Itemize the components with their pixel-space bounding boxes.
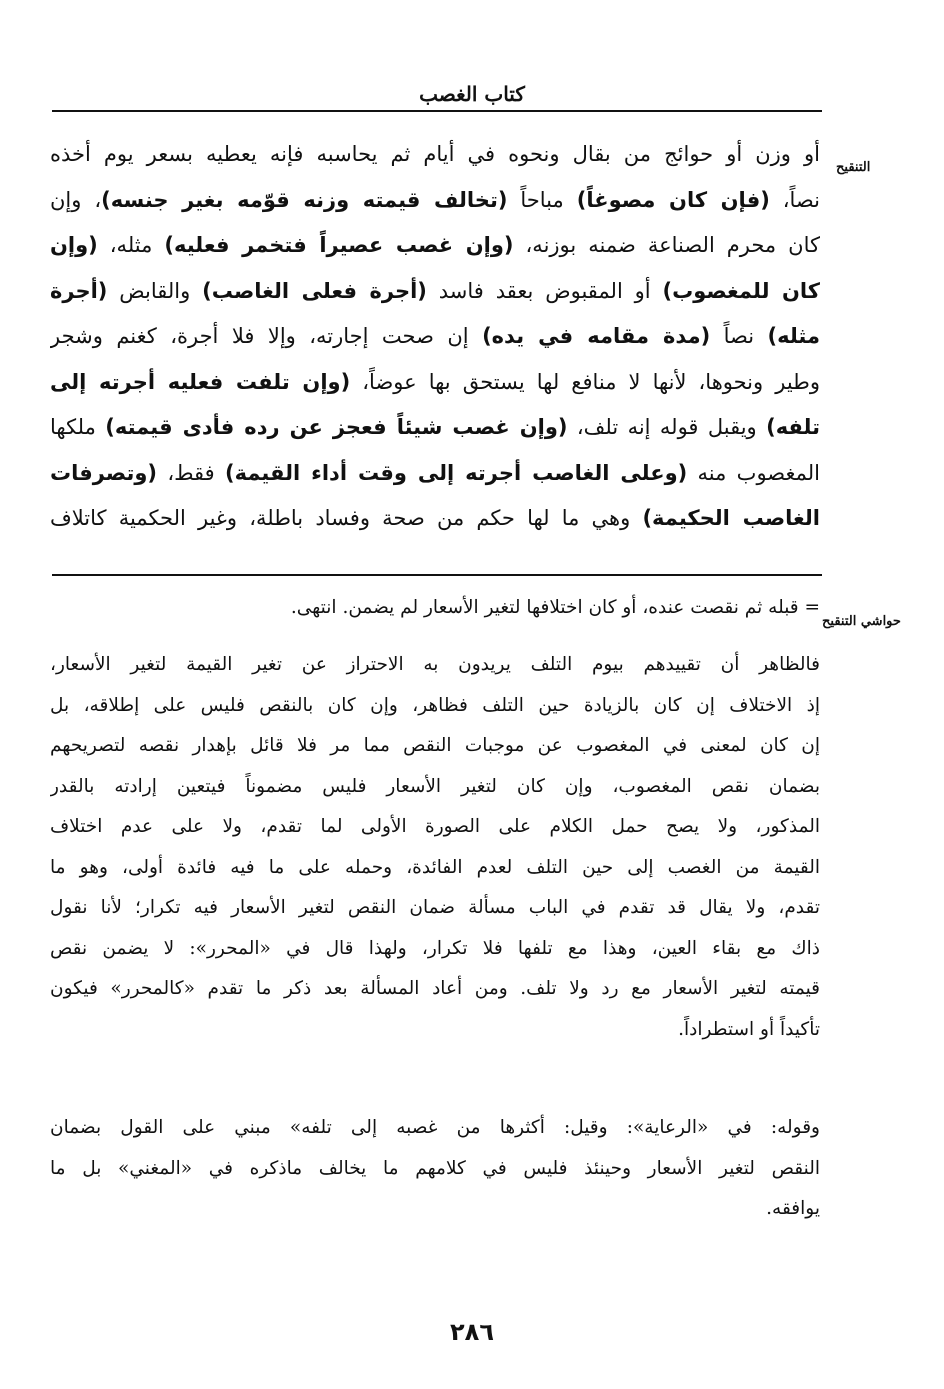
main-text bbox=[50, 132, 820, 542]
text-run: مباحاً bbox=[507, 187, 577, 212]
text-run: أو المقبوض بعقد فاسد bbox=[426, 278, 663, 303]
main-text-line bbox=[50, 360, 820, 406]
text-run: كان محرم الصناعة ضمنه بوزنه، bbox=[513, 233, 820, 257]
text-run: ، وإن bbox=[50, 187, 102, 212]
footnote-line: ذاك مع بقاء العين، وهذا مع تلفها فلا تكرار، ولهذا قال في «المحرر»: لا يضمن نقص bbox=[50, 937, 820, 959]
text-run: وهي ما لها حكم من صحة وفساد باطلة، وغير الحكمية كاتلاف bbox=[50, 506, 643, 530]
main-text-line bbox=[50, 223, 820, 269]
footnote-line: المذكور، ولا يصح حمل الكلام على الصورة الأولى لما تقدم، ولا على عدم اختلاف bbox=[50, 816, 820, 837]
bold-text-run: (وإن غصب عصيراً فتخمر فعليه) bbox=[164, 233, 514, 257]
footnote-line: القيمة من الغصب إلى حين التلف لعدم الفائدة، وحمله على ما فيه فائدة أولى، وهو ما bbox=[50, 856, 820, 878]
side-label-main: التنقيح bbox=[836, 160, 871, 175]
bold-text-run: (مدة مقامه في يده) bbox=[482, 324, 711, 348]
text-run: أو وزن أو حوائج من بقال ونحوه في أيام ثم يحاسبه فإنه يعطيه بسعر يوم أخذه bbox=[50, 142, 820, 166]
footnote-line: تأكيداً أو استطراداً. bbox=[678, 1018, 820, 1040]
footnote-line: إذ الاختلاف إن كان بالزيادة حين التلف فظاهر، وإن كان بالنقص فليس على إطلاقه، بل bbox=[50, 694, 820, 716]
footnote-line: = قبله ثم نقصت عنده، أو كان اختلافها لتغير الأسعار لم يضمن. انتهى. bbox=[290, 597, 820, 618]
main-text-line bbox=[50, 496, 820, 542]
text-run: المغصوب منه bbox=[687, 460, 820, 485]
footnote-paragraph-3 bbox=[50, 1108, 820, 1230]
bold-text-run: تلفه) bbox=[766, 415, 820, 439]
footnote-line: يوافقه. bbox=[766, 1198, 820, 1219]
footnote-line: قيمته لتغير الأسعار مع رد ولا تلف. ومن أعاد المسألة بعد ذكر ما تقدم «كالمحرر» فيكون bbox=[50, 978, 820, 999]
bold-text-run: مثله) bbox=[767, 324, 820, 348]
footnote-line: بضمان نقص المغصوب، وإن كان لتغير الأسعار فليس مضموناً فيتعين إرادته بالقدر bbox=[50, 775, 820, 797]
main-text-line bbox=[50, 451, 820, 497]
main-text-line bbox=[50, 178, 820, 224]
bold-text-run: (أجرة bbox=[50, 278, 108, 303]
page-number: ٢٨٦ bbox=[450, 1318, 494, 1346]
footnote-rule bbox=[52, 574, 822, 576]
text-run: والقابض bbox=[107, 278, 203, 303]
footnote-line: النقص لتغير الأسعار وحينئذ فليس في كلامهم ما يخالف ماذكره في «المغني» بل ما bbox=[50, 1157, 820, 1179]
text-run: وطير ونحوها، لأنها لا منافع لها يستحق بها عوضاً، bbox=[350, 369, 820, 394]
bold-text-run: (وإن bbox=[50, 233, 98, 257]
footnote-line: وقوله: في «الرعاية»: وقيل: أكثرها من غصبه إلى تلفه» مبني على القول بضمان bbox=[50, 1117, 820, 1138]
text-run: ملكها bbox=[50, 415, 106, 439]
bold-text-run: (تخالف قيمته وزنه قوّمه بغير جنسه) bbox=[101, 187, 508, 212]
header-rule bbox=[52, 110, 822, 112]
footnote-paragraph-2 bbox=[50, 645, 820, 1050]
running-header-title: كتاب الغصب bbox=[419, 82, 525, 106]
main-text-line bbox=[50, 405, 820, 451]
bold-text-run: (أجرة فعلى الغاصب) bbox=[202, 278, 427, 303]
text-run: نصاً bbox=[710, 324, 768, 348]
bold-text-run: (وعلى الغاصب أجرته إلى وقت أداء القيمة) bbox=[225, 460, 688, 485]
text-run: ويقبل قوله إنه تلف، bbox=[567, 415, 767, 439]
bold-text-run: الغاصب الحكيمة) bbox=[642, 506, 820, 530]
main-text-line bbox=[50, 314, 820, 360]
main-text-line bbox=[50, 269, 820, 315]
bold-text-run: (وإن غصب شيئاً فعجز عن رده فأدى قيمته) bbox=[105, 415, 568, 439]
footnote-line: تقدم، ولا يقال قد تقدم في الباب مسألة ضمان النقص لتغير الأسعار فيه تكرار؛ لأنا نقول bbox=[50, 897, 820, 918]
bold-text-run: (وإن تلفت فعليه أجرته إلى bbox=[50, 369, 351, 394]
bold-text-run: (وتصرفات bbox=[50, 460, 158, 485]
bold-text-run: (فإن كان مصوغاً) bbox=[576, 187, 770, 212]
footnote-paragraph-1 bbox=[50, 588, 820, 629]
footnote-line: إن كان لمعنى في المغصوب عن موجبات النقص مما مر فلا قائل بإهدار نقصه لتصريحهم bbox=[50, 735, 820, 756]
bold-text-run: كان للمغصوب) bbox=[662, 278, 820, 303]
text-run: نصاً، bbox=[769, 187, 820, 212]
text-run: مثله، bbox=[97, 233, 165, 257]
text-run: إن صحت إجارته، وإلا فلا أجرة، كغنم وشجر bbox=[50, 324, 483, 348]
text-run: فقط، bbox=[157, 460, 225, 485]
main-text-line bbox=[50, 132, 820, 178]
footnote-line: فالظاهر أن تقييدهم بيوم التلف يريدون به الاحتراز عن تغير القيمة لتغير الأسعار، bbox=[50, 654, 820, 675]
side-label-footnotes: حواشي التنقيح bbox=[822, 614, 901, 629]
